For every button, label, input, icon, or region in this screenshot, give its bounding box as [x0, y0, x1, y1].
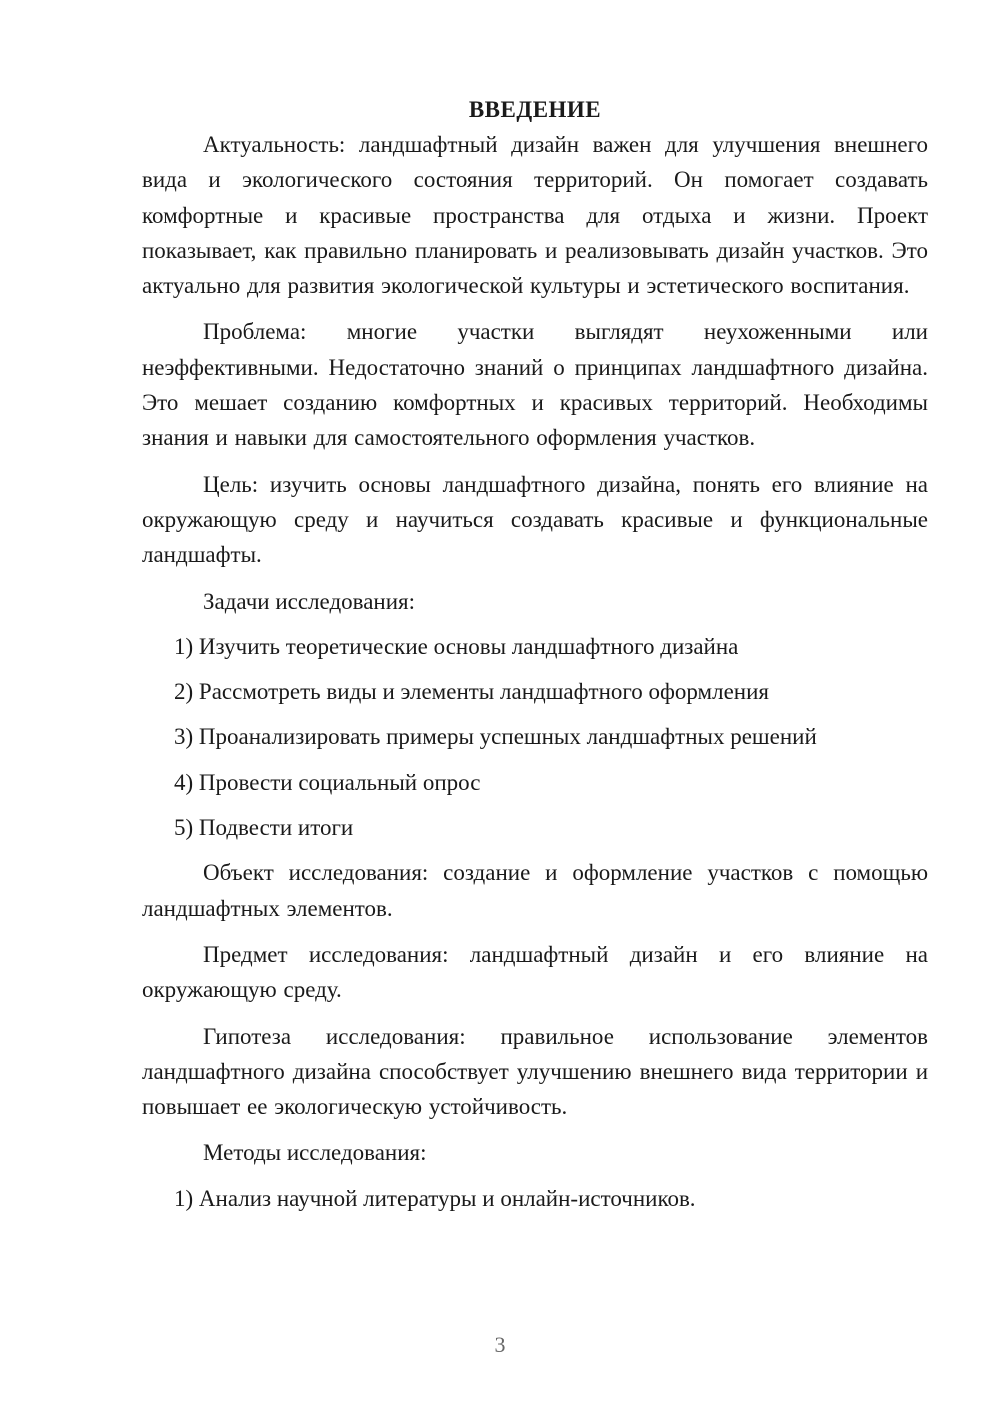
methods-heading: Методы исследования:: [203, 1140, 427, 1166]
subject-paragraph: Предмет исследования: ландшафтный дизайн и его влияние на окружающую среду.: [142, 941, 928, 1003]
goal-paragraph: Цель: изучить основы ландшафтного дизайна, понять его влияние на окружающую среду и научиться создавать красивые и функциональные ландшафты.: [142, 471, 928, 568]
relevance-paragraph: Актуальность: ландшафтный дизайн важен для улучшения внешнего вида и экологического состояния территорий. Он помогает создавать комфортные и красивые пространства для отдыха и жизни. Проект показывает, как правильно планировать и реализовывать дизайн участков. Это актуально для развития экологической культуры и эстетического воспитания.: [142, 132, 928, 299]
list-item: 2) Рассмотреть виды и элементы ландшафтного оформления: [174, 679, 769, 705]
list-item: 1) Анализ научной литературы и онлайн-источников.: [174, 1185, 696, 1211]
problem-paragraph: Проблема: многие участки выглядят неухоженными или неэффективными. Недостаточно знаний о принципах ландшафтного дизайна. Это мешает созданию комфортных и красивых территорий. Необходимы знания и навыки для самостоятельного оформления участков.: [142, 319, 928, 451]
methods-list: [142, 1181, 928, 1216]
section-title: ВВЕДЕНИЕ: [468, 97, 602, 122]
list-item: 3) Проанализировать примеры успешных ландшафтных решений: [174, 724, 817, 750]
tasks-list: [142, 629, 928, 845]
list-item: 1) Изучить теоретические основы ландшафтного дизайна: [174, 633, 739, 659]
document-page: [142, 92, 928, 1226]
page-number: 3: [494, 1332, 506, 1357]
list-item: 4) Провести социальный опрос: [174, 769, 481, 795]
object-paragraph: Объект исследования: создание и оформление участков с помощью ландшафтных элементов.: [142, 860, 928, 921]
tasks-heading: Задачи исследования:: [203, 588, 416, 614]
list-item: 5) Подвести итоги: [174, 815, 354, 841]
hypothesis-paragraph: Гипотеза исследования: правильное использование элементов ландшафтного дизайна способствует улучшению внешнего вида территории и повышает ее экологическую устойчивость.: [142, 1023, 928, 1120]
